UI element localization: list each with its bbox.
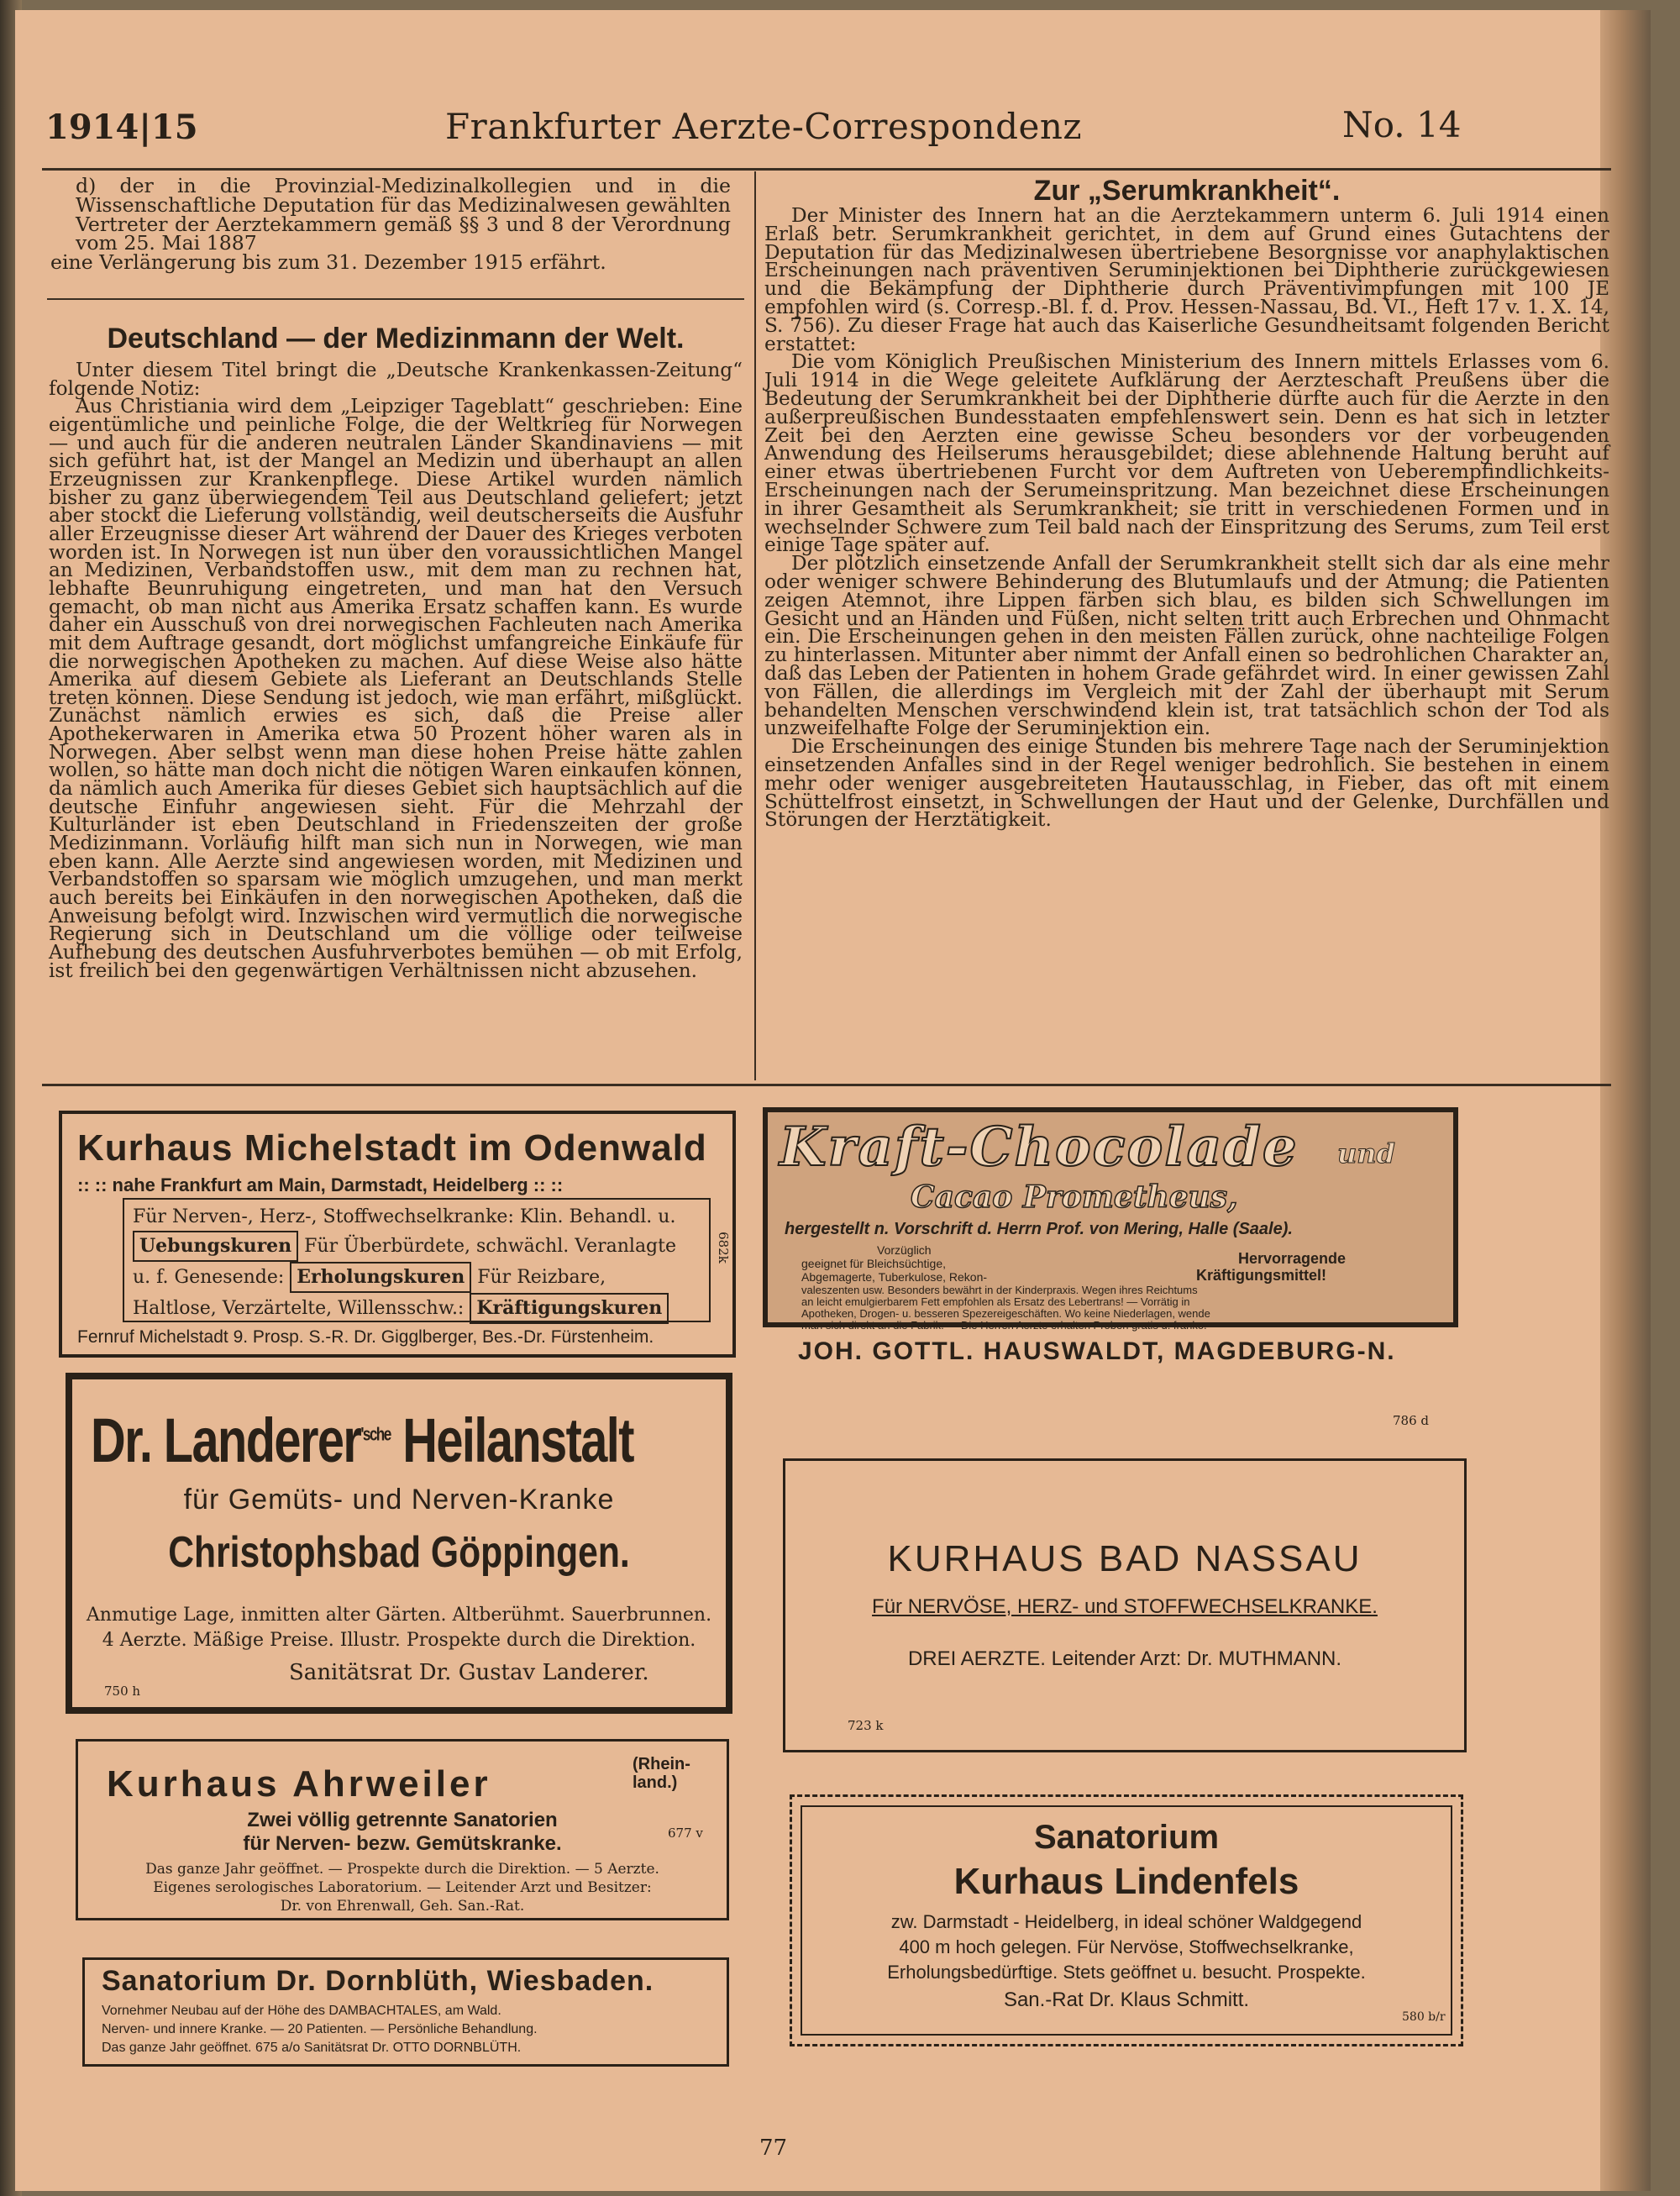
ad-dornbluth-line2: Nerven- und innere Kranke. — 20 Patienten. — Persönliche Behandlung. xyxy=(102,2022,538,2036)
ad-landerer-name: Dr. Landerer xyxy=(91,1405,361,1475)
ad-lindenfels-l4: San.-Rat Dr. Klaus Schmitt. xyxy=(1003,1988,1250,2011)
ad-michelstadt-box3: Kräftigungskuren xyxy=(470,1293,669,1324)
ad-dornbluth xyxy=(82,1957,729,2067)
ad-michelstadt-line3a: u. f. Genesende: xyxy=(133,1267,285,1288)
ad-lindenfels-l2: 400 m hoch gelegen. Für Nervöse, Stoffwechselkranke, xyxy=(899,1936,1354,1957)
article-right-body xyxy=(764,204,1609,832)
ad-landerer-title2: Heilanstalt xyxy=(402,1405,633,1475)
ad-kraft-l7: man sich direkt an die Fabrik. — Die Herren Aerzte erhalten Proben gratis u. franko. xyxy=(801,1319,1207,1332)
ad-ahrweiler-title: Kurhaus Ahrweiler xyxy=(107,1763,491,1805)
ad-michelstadt-code: 682k xyxy=(715,1232,731,1263)
ad-kraft-firm: JOH. GOTTL. HAUSWALDT, MAGDEBURG-N. xyxy=(798,1337,1396,1365)
ad-dornbluth-title: Sanatorium Dr. Dornblüth, Wiesbaden. xyxy=(102,1965,654,1997)
ad-michelstadt-line4: Haltlose, Verzärtelte, Willensschw.: xyxy=(133,1298,465,1319)
ad-ahrweiler-line2: für Nerven- bezw. Gemütskranke. xyxy=(243,1832,562,1855)
column-divider xyxy=(754,171,756,1080)
ad-lindenfels-l3: Erholungsbedürftige. Stets geöffnet u. besucht. Prospekte. xyxy=(887,1962,1366,1983)
ad-kraft-l3: Abgemagerte, Tuberkulose, Rekon- xyxy=(801,1270,988,1284)
header-rule xyxy=(42,168,1611,171)
ad-ahrweiler-line4: Eigenes serologisches Laboratorium. — Leitender Arzt und Besitzer: xyxy=(153,1879,652,1896)
ad-kraft-l1: Vorzüglich xyxy=(877,1243,932,1257)
ad-landerer-sub: für Gemüts- und Nerven-Kranke xyxy=(183,1484,615,1516)
article-right-heading: Zur „Serumkrankheit“. xyxy=(1033,175,1341,207)
article-left-heading: Deutschland — der Medizinmann der Welt. xyxy=(107,323,685,355)
ad-kraft-l6: Apotheken, Drogen- u. besseren Spezereigeschäften. Wo keine Niederlagen, wende xyxy=(801,1307,1210,1320)
item-d-text: d) der in die Provinzial-Medizinalkollegien und in die Wissenschaftliche Deputation für das Medizinalwesen gewählten Vertreter der Aerztekammern gemäß §§ 3 und 8 der Verordnung vom 25. Mai 1887 xyxy=(76,174,731,255)
article-right-paragraph: Der plötzlich einsetzende Anfall der Serumkrankheit stellt sich dar als eine mehr oder weniger schwere Behinderung des Blutumlaufs und der Atmung; die Patienten zeigen Atemnot, ihre Lippen färben sich blau, es bilden sich Schwellungen im Gesicht und an Händen und Füßen, nicht selten tritt auch Erbrechen und Ohnmacht ein. Die Erscheinungen gehen in den meisten Fällen zurück, ohne nachteilige Folgen zu hinterlassen. Mitunter aber nimmt der Anfall einen so bedrohlichen Charakter an, daß das Leben der Patienten in hohem Grade gefährdet wird. In einer gewissen Zahl von Fällen, die allerdings im Vergleich mit der Zahl der überhaupt mit Serum behandelten Menschen verschwindend klein ist, trat tatsächlich schon der Tod als unzweifelhafte Folge der Seruminjektion ein. xyxy=(764,552,1609,740)
ad-michelstadt-line2: Für Überbürdete, schwächl. Veranlagte xyxy=(304,1236,677,1257)
volume-label: 1914|15 xyxy=(45,108,198,147)
article-right-paragraph: Die Erscheinungen des einige Stunden bis mehrere Tage nach der Seruminjektion einsetzenden Anfalles sind in der Regel weniger bedrohlich. Sie bestehen in einem mehr oder weniger ausgebreiteten Hautausschlag, in Fieber, das oft mit einem Schüttelfrost einsetzt, in Schwellungen der Haut und der Gelenke, Durchfällen und Störungen der Herztätigkeit. xyxy=(764,735,1609,832)
ad-kraft-l5: an leicht emulgierbarem Fett empfohlen als Ersatz des Lebertrans! — Vorrätig in xyxy=(801,1295,1190,1308)
ad-landerer-code: 750 h xyxy=(104,1684,141,1699)
ad-michelstadt-box2: Erholungskuren xyxy=(290,1262,471,1293)
ad-michelstadt-inner xyxy=(123,1198,711,1322)
ad-landerer xyxy=(66,1373,732,1714)
ad-kraft-l4: valeszenten usw. Besonders bewährt in der Kinderpraxis. Wegen ihres Reichtums xyxy=(801,1284,1198,1296)
ad-landerer-sche: 'sche xyxy=(360,1423,391,1445)
ad-michelstadt-subtitle: :: :: nahe Frankfurt am Main, Darmstadt, Heidelberg :: :: xyxy=(77,1174,564,1195)
ad-dornbluth-line1: Vornehmer Neubau auf der Höhe des DAMBACHTALES, am Wald. xyxy=(102,2004,501,2018)
article-left-paragraph: Aus Christiania wird dem „Leipziger Tageblatt“ geschrieben: Eine eigentümliche und peinliche Folge, die der Weltkrieg für Norwegen — und auch für die anderen neutralen Länder Skandinaviens — mit sich geführt hat, ist der Mangel an Medizin und überhaupt an allen Erzeugnissen zur Krankenpflege. Diese Artikel wurden nämlich bisher zu ganz überwiegendem Teil aus Deutschland geliefert; jetzt aber stockt die Lieferung vollständig, weil deutscherseits die Ausfuhr aller Erzeugnisse dieser Art während der Dauer des Krieges verboten worden ist. In Norwegen ist nun über den voraussichtlichen Mangel an Medizinen, Verbandstoffen usw., mit dem man zu rechnen hat, lebhafte Beunruhigung eingetreten, und man hat den Versuch gemacht, ob man nicht aus Amerika Ersatz schaffen kann. Es wurde daher ein Ausschuß von drei norwegischen Fachleuten nach Amerika mit dem Auftrage gesandt, dort möglichst umfangreiche Einkäufe für die norwegischen Apotheken zu machen. Auf diese Weise also hätte Amerika auf diesem Gebiete als Lieferant an Deutschlands Stelle treten können. Diese Sendung ist jedoch, wie man erfährt, mißglückt. Zunächst nämlich erwies es sich, daß die Preise aller Apothekerwaren in Amerika etwa 50 Prozent höher waren als in Norwegen. Aber selbst wenn man diese hohen Preise hätte zahlen wollen, so hätte man doch nicht die nötigen Waren einkaufen können, da nämlich auch Amerika für dieses Gebiet sich hauptsächlich auf die deutsche Einfuhr angewiesen sieht. Für die Mehrzahl der Kulturländer ist eben Deutschland in Friedenszeiten der große Medizinmann. Vorläufig hilft man sich nun in Norwegen, wie man eben kann. Alle Aerzte sind angewiesen worden, mit Medizinen und Verbandstoffen so sparsam wie möglich umzugehen, und man merkt auch bereits bei Einkäufen in den norwegischen Apotheken, daß die Anweisung befolgt wird. Inzwischen wird vermutlich die norwegische Regierung sich in Deutschland um die völlige oder teilweise Aufhebung des deutschen Ausfuhrverbotes bemühen — ob mit Erfolg, ist freilich bei den gegenwärtigen Verhältnissen nicht abzusehen. xyxy=(49,395,743,982)
item-d xyxy=(50,174,731,275)
item-rule xyxy=(47,298,744,300)
ad-kraft-und: und xyxy=(1337,1137,1395,1169)
ad-ahrweiler-line3: Das ganze Jahr geöffnet. — Prospekte durch die Direktion. — 5 Aerzte. xyxy=(145,1861,659,1878)
ad-lindenfels-t2: Kurhaus Lindenfels xyxy=(953,1861,1299,1902)
ad-kraft xyxy=(763,1107,1458,1332)
ad-ahrweiler-code: 677 v xyxy=(668,1826,703,1841)
ad-kraft-made: hergestellt n. Vorschrift d. Herrn Prof. von Mering, Halle (Saale). xyxy=(785,1220,1293,1238)
ad-lindenfels-t1: Sanatorium xyxy=(1033,1819,1220,1856)
ad-dornbluth-line3: Das ganze Jahr geöffnet. 675 a/o Sanitätsrat Dr. OTTO DORNBLÜTH. xyxy=(102,2041,522,2055)
page-number: 77 xyxy=(759,2136,788,2161)
ad-michelstadt-box1: Uebungskuren xyxy=(133,1231,298,1262)
journal-title: Frankfurter Aerzte-Correspondenz xyxy=(445,106,1083,147)
ad-lindenfels-code: 580 b/r xyxy=(1402,2010,1446,2024)
ad-nassau-title: KURHAUS BAD NASSAU xyxy=(887,1538,1362,1579)
article-right-paragraph: Der Minister des Innern hat an die Aerztekammern unterm 6. Juli 1914 einen Erlaß betr. Serumkrankheit gerichtet, in dem auf Grund eines Gutachtens der Deputation für das Medizinalwesen übertriebene Besorgnisse vor anaphylaktischen Erscheinungen nach präventiven Seruminjektionen bei Diphtherie zurückgewiesen und die Bekämpfung der Diphtherie durch Präventivimpfungen mit 100 JE empfohlen wird (s. Corresp.-Bl. f. d. Prov. Hessen-Nassau, Bd. VI., Heft 17 v. 1. X. 14, S. 756). Zu dieser Frage hat auch das Kaiserliche Gesundheitsamt folgenden Bericht erstattet: xyxy=(764,204,1609,355)
ad-ahrweiler-region: (Rhein-land.) xyxy=(633,1755,690,1792)
ad-landerer-line1: Anmutige Lage, inmitten alter Gärten. Altberühmt. Sauerbrunnen. xyxy=(86,1605,712,1626)
ad-lindenfels-l1: zw. Darmstadt - Heidelberg, in ideal schöner Waldgegend xyxy=(890,1911,1362,1932)
article-left-paragraph: Unter diesem Titel bringt die „Deutsche Krankenkassen-Zeitung“ folgende Notiz: xyxy=(49,359,743,400)
ad-landerer-title xyxy=(91,1405,633,1476)
ad-landerer-place: Christophsbad Göppingen. xyxy=(168,1528,630,1577)
ad-michelstadt-line1: Für Nerven-, Herz-, Stoffwechselkranke: Klin. Behandl. u. xyxy=(133,1206,676,1227)
article-right-paragraph: Die vom Königlich Preußischen Ministerium des Innern mittels Erlasses vom 6. Juli 1914 in die Wege geleitete Aufklärung der Aerzteschaft Preußens über die Bedeutung der Serumkrankheit bei der Diphtherie dürfte auch für die Aerzte in den außerpreußischen Bundesstaaten empfehlenswert sein. Denn es hat sich in letzter Zeit bei den Aerzten eine gewisse Scheu besonders vor der vorbeugenden Anwendung des Heilserums herausgebildet; diese ablehnende Haltung beruht auf einer etwas übertriebenen Furcht vor dem Auftreten von Ueberempfindlichkeits-Erscheinungen nach der Serumeinspritzung. Man bezeichnet diese Erscheinungen in ihrer Gesamtheit als Serumkrankheit; sie tritt in verschiedenen Formen und in wechselnder Schwere zum Teil bald nach der Einspritzung des Serums, zum Teil erst einige Tage später auf. xyxy=(764,350,1609,557)
ad-nassau-sub: Für NERVÖSE, HERZ- und STOFFWECHSELKRANKE. xyxy=(872,1595,1378,1618)
ad-ahrweiler-line1: Zwei völlig getrennte Sanatorien xyxy=(247,1809,558,1831)
issue-number: No. 14 xyxy=(1342,104,1462,145)
ad-kraft-title2: Cacao Prometheus, xyxy=(911,1179,1238,1215)
ad-ahrweiler xyxy=(76,1739,729,1920)
item-d-tail: eine Verlängerung bis zum 31. Dezember 1915 erfährt. xyxy=(50,250,606,275)
ad-kraft-title: Kraft-Chocolade xyxy=(780,1116,1299,1179)
ad-michelstadt-title: Kurhaus Michelstadt im Odenwald xyxy=(77,1127,707,1169)
ad-landerer-signature: Sanitätsrat Dr. Gustav Landerer. xyxy=(289,1660,649,1685)
ad-lindenfels xyxy=(790,1794,1463,2046)
ad-nassau xyxy=(783,1458,1467,1752)
ad-michelstadt-line3b: Für Reizbare, xyxy=(477,1267,606,1288)
ad-landerer-line2: 4 Aerzte. Mäßige Preise. Illustr. Prospekte durch die Direktion. xyxy=(102,1630,696,1651)
ad-michelstadt xyxy=(59,1111,736,1358)
ad-kraft-code: 786 d xyxy=(1393,1413,1430,1428)
ad-michelstadt-footer: Fernruf Michelstadt 9. Prosp. S.-R. Dr. Gigglberger, Bes.-Dr. Fürstenheim. xyxy=(77,1327,654,1347)
article-left-body xyxy=(49,361,743,980)
ad-kraft-l3r: Kräftigungsmittel! xyxy=(1196,1267,1326,1284)
ad-kraft-l2: geeignet für Bleichsüchtige, xyxy=(801,1257,946,1270)
ad-ahrweiler-line5: Dr. von Ehrenwall, Geh. San.-Rat. xyxy=(280,1898,525,1915)
text-bottom-rule xyxy=(42,1084,1611,1086)
ad-nassau-code: 723 k xyxy=(848,1718,884,1733)
ad-nassau-line: DREI AERZTE. Leitender Arzt: Dr. MUTHMANN. xyxy=(907,1647,1342,1670)
ad-kraft-l2r: Hervorragende xyxy=(1238,1250,1347,1267)
